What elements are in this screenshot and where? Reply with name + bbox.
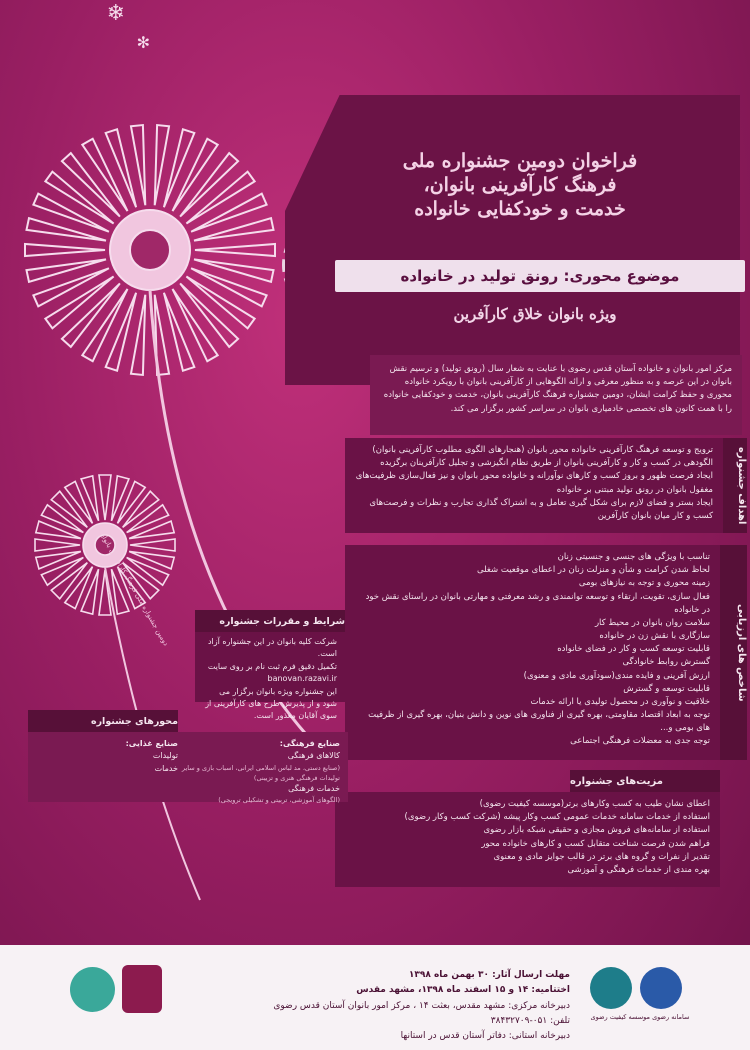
benefit-item: استفاده از سامانه‌های فروش مجازی و حقیقی شبکه بازار رضوی bbox=[483, 825, 710, 836]
rule-item: تکمیل دقیق فرم ثبت نام بر روی سایت banovan.razavi.ir bbox=[207, 661, 337, 684]
indicator-item: خلاقیت و نوآوری در محصول تولیدی یا ارائه خدمات bbox=[530, 696, 710, 707]
indicator-item: قابلیت توسعه کسب و کار در فضای خانواده bbox=[557, 644, 710, 655]
provincial-secretariat: دبیرخانه استانی: دفاتر آستان قدس در استانها bbox=[400, 1031, 570, 1042]
cultural-goods: کالاهای فرهنگی bbox=[287, 751, 340, 761]
indicator-item: ارزش آفرینی و فایده مندی(سودآوری مادی و معنوی) bbox=[523, 670, 710, 681]
rules-panel bbox=[195, 632, 345, 721]
goal-item: ایجاد فرصت ظهور و بروز کسب و کارهای نوآورانه و خانواده محور بانوان و نیز فعال‌سازی ظرفیت‌های مغفول بانوان در رونق تولید مبتنی بر خانواده bbox=[355, 471, 713, 495]
indicator-item: سازگاری با نقش زن در خانواده bbox=[599, 631, 710, 642]
festival-title bbox=[355, 150, 685, 221]
food-label: صنایع غذایی: bbox=[125, 739, 178, 748]
special-for-label: ویژه بانوان خلاق کارآفرین bbox=[453, 305, 617, 323]
indicator-item: تناسب با ویژگی های جنسی و جنسیتی زنان bbox=[557, 552, 710, 562]
goal-item: ترویج و توسعه فرهنگ کارآفرینی خانواده محور بانوان (هنجارهای الگوی مطلوب کارآفرینی بانوان) bbox=[372, 445, 713, 455]
title-line-2: فرهنگ کارآفرینی بانوان، bbox=[423, 173, 617, 196]
indicator-item: فعال سازی، تقویت، ارتقاء و توسعه توانمندی و رشد معرفتی و مهارتی بانوان در راستای نقش خود در خانواده bbox=[365, 591, 710, 615]
logo-caption: سامانه رضوی موسسه کیفیت رضوی bbox=[590, 1013, 690, 1021]
footer-info bbox=[230, 968, 570, 1044]
indicator-item: گسترش روابط خانوادگی bbox=[622, 657, 710, 668]
header-banner bbox=[285, 95, 740, 385]
indicator-item: زمینه محوری و توجه به نیازهای بومی bbox=[578, 578, 710, 589]
central-secretariat: دبیرخانه مرکزی: مشهد مقدس، بعثت ۱۴ ، مرکز امور بانوان آستان قدس رضوی bbox=[273, 1000, 570, 1011]
axes-panel bbox=[28, 732, 348, 805]
benefits-panel bbox=[335, 792, 720, 887]
rules-title: شرایط و مقررات جشنواره bbox=[195, 610, 345, 632]
closing-ceremony: اختتامیه: ۱۴ و ۱۵ اسفند ماه ۱۳۹۸، مشهد مقدس bbox=[356, 985, 570, 996]
axes-title: محورهای جشنواره bbox=[28, 710, 178, 732]
indicators-title: شاخص های ارزیابی bbox=[736, 603, 747, 702]
benefit-item: اعطای نشان طیب به کسب وکارهای برتر(موسسه کیفیت رضوی) bbox=[479, 799, 710, 809]
goals-tab bbox=[723, 438, 747, 533]
cultural-services-note: (الگوهای آموزشی، تربیتی و تشکیلی ترویجی) bbox=[218, 796, 340, 805]
deadline: مهلت ارسال آثار: ۳۰ بهمن ماه ۱۳۹۸ bbox=[408, 970, 570, 980]
benefit-item: تقدیر از نفرات و گروه های برتر در قالب جوایز مادی و معنوی bbox=[493, 851, 710, 862]
title-line-1: فراخوان دومین جشنواره ملی bbox=[402, 150, 638, 172]
quality-institute-logo bbox=[640, 967, 682, 1009]
indicator-item: توجه جدی به معضلات فرهنگی اجتماعی bbox=[570, 736, 710, 747]
side-caption: دومین جشنواره ملی فرهنگ کارآفرینی بانوان bbox=[98, 530, 170, 648]
intro-text: مرکز امور بانوان و خانواده آستان قدس رضوی با عنایت به شعار سال (رونق تولید) و ترسیم نقش بانوان در این عرصه و به منظور معرفی و ارائه الگوهایی از کارآفرینی بانوان با رویکرد خانواده محوری و حفظ کرامت ایشان، دومین جشنواره فرهنگ کارآفرینی بانوان، خدمت و خودکفایی خانواده را با همت کانون های تخصصی خادمیاری بانوان در سراسر کشور برگزار می کند. bbox=[383, 364, 732, 414]
benefit-item: بهره مندی از خدمات فرهنگی و آموزشی bbox=[567, 864, 710, 875]
indicator-item: قابلیت توسعه و گسترش bbox=[623, 683, 710, 694]
cultural-goods-note: (صنایع دستی، مد لباس اسلامی ایرانی، اسباب بازی و سایر تولیدات فرهنگی هنری و تزیینی) bbox=[181, 763, 340, 782]
indicators-panel bbox=[345, 545, 720, 760]
cultural-services: خدمات فرهنگی bbox=[288, 783, 340, 793]
benefits-title: مزیت‌های جشنواره bbox=[570, 770, 720, 792]
axes-cultural bbox=[175, 738, 340, 805]
goals-panel bbox=[345, 438, 723, 533]
small-dandelion bbox=[35, 475, 200, 900]
title-line-3: خدمت و خودکفایی خانواده bbox=[414, 197, 626, 220]
indicator-item: توجه به ابعاد اقتصاد مقاومتی، بهره گیری از فناوری های نوین و دانش بنیان، بهره گیری از ظرفیت های بومی و... bbox=[368, 710, 710, 734]
food-services: خدمات bbox=[154, 763, 178, 773]
intro-panel bbox=[370, 355, 742, 435]
indicators-tab bbox=[720, 545, 747, 760]
shrine-logo bbox=[122, 965, 162, 1013]
razavi-logo-left bbox=[590, 967, 632, 1009]
goal-item: الگودهی در کسب و کار و کارآفرینی بانوان از طریق نظام انگیزشی و تجلیل کارآفرینان برگزیده bbox=[380, 458, 713, 469]
indicator-item: لحاظ شدن کرامت و شأن و منزلت زنان در اعطای موقعیت شغلی bbox=[477, 565, 710, 576]
axes-food bbox=[98, 738, 178, 775]
banovan-logo bbox=[70, 967, 115, 1012]
benefit-item: استفاده از خدمات سامانه خدمات عمومی کسب وکار پیشه (شرکت کسب وکار رضوی) bbox=[404, 812, 710, 823]
cultural-label: صنایع فرهنگی: bbox=[279, 739, 340, 748]
benefit-item: فراهم شدن فرصت شناخت متقابل کسب و کارهای خانواده محور bbox=[481, 838, 710, 849]
phone: تلفن: ۰۵۱-۳۸۴۳۲۷۰۹ bbox=[490, 1015, 570, 1026]
snowflake-icon-small: ✻ bbox=[136, 33, 150, 52]
goal-item: ایجاد بستر و فضای لازم برای شکل گیری تعامل و به اشتراک گذاری تجارب و نظرات و فرصت‌های کسب و کار میان بانوان کارآفرین bbox=[369, 497, 713, 521]
indicator-item: سلامت روان بانوان در محیط کار bbox=[594, 617, 710, 628]
food-production: تولیدات bbox=[152, 751, 178, 761]
subject-bar: موضوع محوری: رونق تولید در خانواده bbox=[335, 260, 745, 292]
snowflake-icon: ❄ bbox=[106, 1, 125, 26]
rule-item: این جشنواره ویژه بانوان برگزار می شود و از پذیرش طرح های کارآفرینی از سوی آقایان معذور است. bbox=[205, 686, 337, 721]
rule-item: شرکت کلیه بانوان در این جشنواره آزاد است. bbox=[207, 637, 337, 659]
goals-title: اهداف جشنواره bbox=[736, 446, 747, 525]
